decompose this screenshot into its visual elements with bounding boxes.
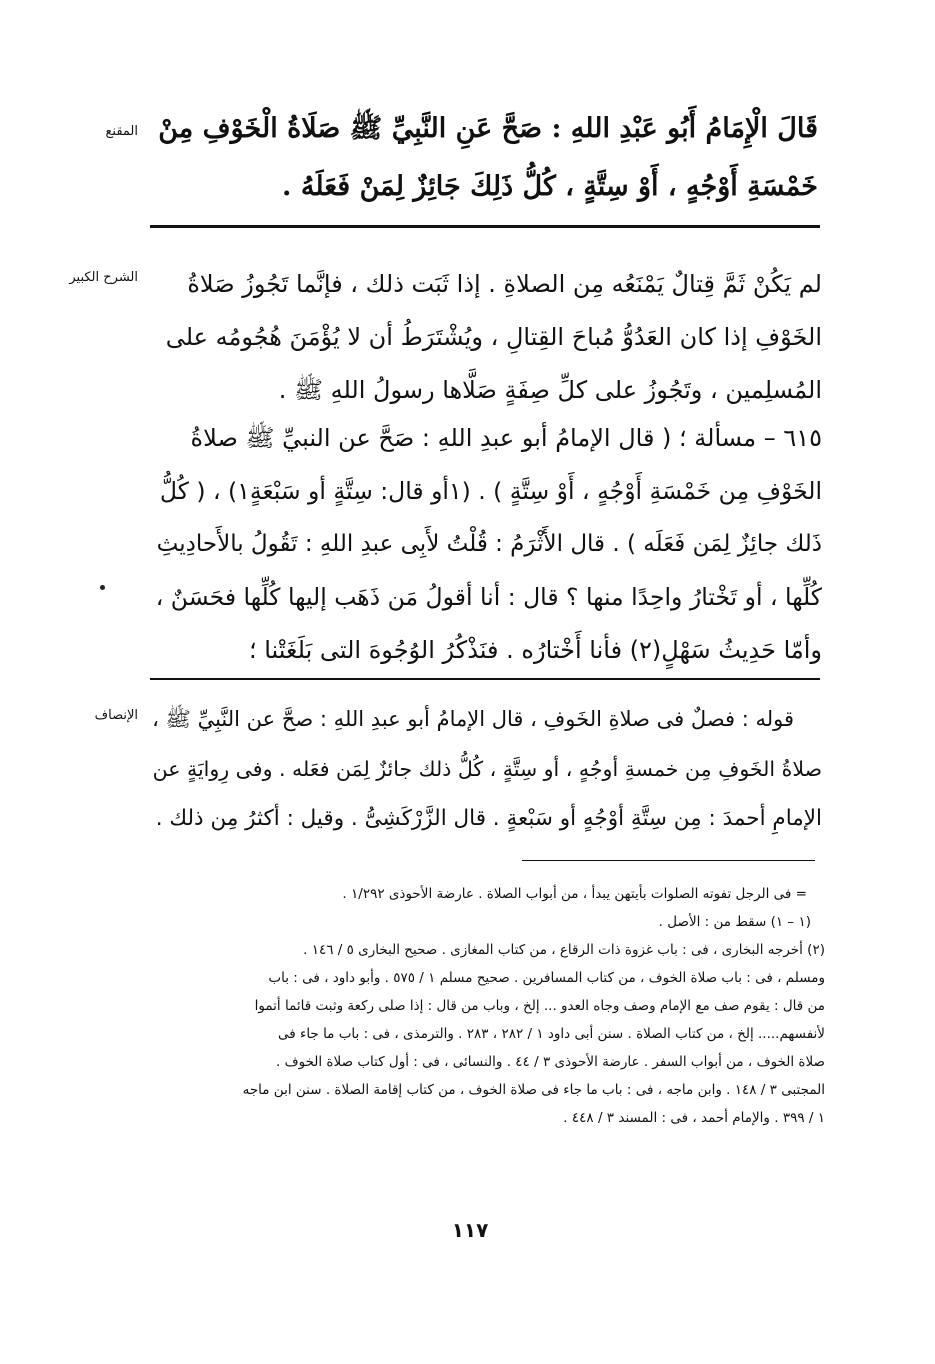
insaf-line: الإمامِ أحمدَ : مِن سِتَّةِ أوْجُهٍ أو سَبْعةٍ . قال الزَّرْكَشِىُّ . وقيل : أكثرُ مِن ذلك .	[155, 806, 822, 831]
insaf-text	[150, 694, 822, 844]
sharh-line: المُسلِمين ، وتَجُوزُ على كلِّ صِفَةٍ صَلَّاها رسولُ اللهِ ﷺ .	[278, 376, 822, 404]
matn-line: خَمْسَةِ أَوْجُهٍ ، أَوْ سِتَّةٍ ، كُلُّ ذَلِكَ جَائِزٌ لِمَنْ فَعَلَهُ .	[282, 171, 818, 202]
footnote-line: من قال : يقوم صف مع الإمام وصف وجاه العدو ... إلخ ، وباب من قال : إذا صلى ركعة وثبت قائما أتموا	[254, 998, 825, 1014]
masala-line: وأمّا حَدِيثُ سَهْلٍ(٢) فأنا أَخْتارُه . فنَذْكُرُ الوُجُوهَ التى بَلَغَتْنا ؛	[248, 636, 822, 664]
footnote-line: لأنفسهم..... إلخ ، من كتاب الصلاة . سنن أبى داود ١ / ٢٨٢ ، ٢٨٣ . والترمذى ، فى : باب ما جاء فى	[277, 1026, 825, 1042]
masala-line: ذَلك جائِزٌ لِمَن فَعَلَه ) . قال الأَثْرَمُ : قُلْتُ لأَبِى عبدِ اللهِ : تَقُولُ بالأَحادِيثِ	[156, 531, 822, 557]
masala-text	[150, 412, 822, 677]
footnote-line: (١ – ١) سقط من : الأصل .	[658, 914, 811, 930]
footnote-line: المجتبى ٣ / ١٤٨ . وابن ماجه ، فى : باب ما جاء فى صلاة الخوف ، من كتاب إقامة الصلاة . سنن ابن ماجه	[242, 1082, 825, 1098]
footnote-line: صلاة الخوف ، من أبواب السفر . عارضة الأحوذى ٣ / ٤٤ . والنسائى ، فى : أول كتاب صلاة الخوف .	[276, 1054, 825, 1070]
separator-thick	[150, 225, 820, 228]
matn-text	[150, 100, 818, 216]
masala-line: كُلِّها ، أو تَخْتارُ واحِدًا منها ؟ قال : أنا أقولُ مَن ذَهَب إليها كُلِّها فحَسَنٌ ،	[155, 583, 822, 611]
footnote-line: (٢) أخرجه البخارى ، فى : باب غزوة ذات الرقاع ، من كتاب المغازى . صحيح البخارى ٥ / ١٤٦ .	[303, 942, 825, 958]
margin-dot	[100, 585, 105, 590]
footnotes	[145, 880, 825, 1132]
page-number: ١١٧	[451, 1218, 489, 1242]
sharh-line: الخَوْفِ إذا كان العَدُوُّ مُباحَ القِتالِ ، ويُشْتَرَطُ أن لا يُؤْمَنَ هُجُومُه على	[165, 323, 822, 351]
label-insaf: الإنصاف	[94, 708, 138, 723]
sharh-text	[150, 258, 822, 417]
insaf-line: صلاةُ الخَوفِ مِن خمسةِ أوجُهٍ ، أو سِتَّةٍ ، كُلُّ ذلك جائزٌ لِمَن فعَله . وفى رِوايَةٍ عن	[152, 757, 822, 781]
footnote-line: = فى الرجل تفوته الصلوات بأيتهن يبدأ ، من أبواب الصلاة . عارضة الأحوذى ١/٢٩٢ .	[342, 886, 807, 902]
masala-line: ٦١٥ – مسألة ؛ ( قال الإمامُ أبو عبدِ اللهِ : صَحَّ عن النبيِّ ﷺ صلاةُ	[190, 424, 822, 452]
insaf-line: قوله : فصلٌ فى صلاةِ الخَوفِ ، قال الإمامُ أبو عبدِ اللهِ : صحَّ عن النَّبِيِّ ﷺ ،	[152, 707, 794, 731]
matn-line: قَالَ الْإِمَامُ أَبُو عَبْدِ اللهِ : صَحَّ عَنِ النَّبِيِّ ﷺ صَلَاةُ الْخَوْفِ مِنْ	[158, 113, 818, 144]
footnote-line: ١ / ٣٩٩ . والإمام أحمد ، فى : المسند ٣ / ٤٤٨ .	[563, 1110, 825, 1126]
label-muqni: المقنع	[105, 124, 138, 139]
masala-line: الخَوْفِ مِن خَمْسَةِ أَوْجُهٍ ، أَوْ سِتَّةٍ ) . (١أو قال: سِتَّةٍ أو سَبْعَةٍ١) ، ( كُلُّ	[159, 477, 822, 505]
separator-thin	[150, 678, 820, 680]
footnote-separator	[522, 860, 815, 861]
label-sharh-kabir: الشرح الكبير	[69, 270, 138, 285]
footnote-line: ومسلم ، فى : باب صلاة الخوف ، من كتاب المسافرين . صحيح مسلم ١ / ٥٧٥ . وأبو داود ، فى : باب	[268, 970, 825, 986]
sharh-line: لم يَكُنْ ثَمَّ قِتالٌ يَمْنَعُه مِن الصلاةِ . إذا ثَبَت ذلك ، فإنَّما تَجُوزُ صَلاةُ	[187, 270, 822, 298]
